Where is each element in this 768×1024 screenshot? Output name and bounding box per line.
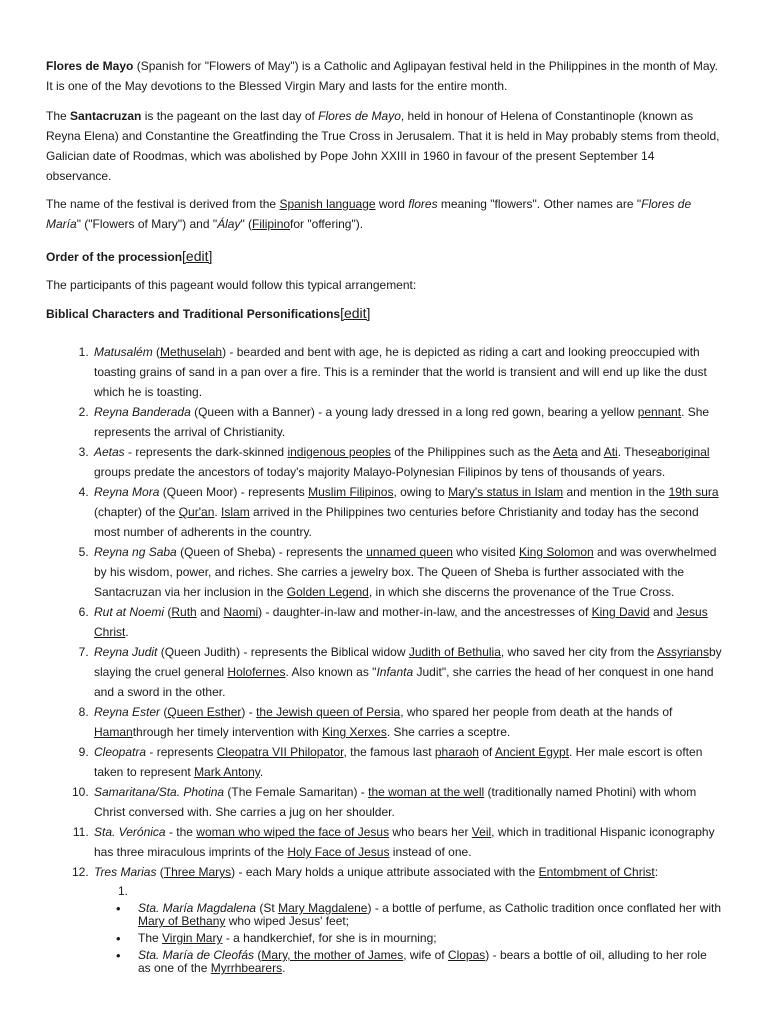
wiki-link[interactable]: Clopas [447,948,486,962]
procession-item [92,482,722,542]
paragraph-text: , held in honour of Helena of Constantinople (known as Reyna Elena) and Constantine the Greatfinding the True Cross in Jerusalem. That it is held in May probably stems from theold, Galician date of Roodmas, which was abolished by Pope John XXIII in 1960 in favour of the present September 14 observance. [46,109,720,183]
item-text: Judit", she carries the head of her conquest in one hand and a sword in the other. [94,665,714,699]
italic-term: flores [408,197,438,211]
item-text: ( [156,865,164,879]
italic-term: Sta. María de Cleofás [138,948,255,962]
item-text: (Queen Moor) - represents [159,485,309,499]
italic-term: Flores de María [46,197,692,231]
heading-text: Order of the procession [46,250,183,264]
wiki-link[interactable]: pharaoh [434,745,479,759]
wiki-link[interactable]: aboriginal [657,445,710,459]
wiki-link[interactable]: indigenous peoples [287,445,391,459]
paragraph-text: The [46,109,71,123]
mary-item [116,932,722,945]
wiki-link[interactable]: Ati [603,445,618,459]
link-spanish-language[interactable]: Spanish language [279,197,376,211]
wiki-link[interactable]: Mary Magdalene [278,901,368,915]
item-text: . [259,765,264,779]
wiki-link[interactable]: pennant [637,405,682,419]
procession-item [92,822,722,862]
wiki-link[interactable]: unnamed queen [366,545,453,559]
item-text: of [478,745,495,759]
item-text: ( [254,948,262,962]
item-text: - the [165,825,197,839]
procession-intro: The participants of this pageant would follow this typical arrangement: [46,278,417,292]
paragraph-text: word [375,197,409,211]
item-text: instead of one. [389,845,472,859]
item-text: , which in traditional Hispanic iconography has three miraculous imprints of the [94,825,715,859]
term-flores-de-mayo: Flores de Mayo [46,59,134,73]
item-text: , who saved her city from the [500,645,657,659]
italic-term: Cleopatra [94,745,147,759]
wiki-link[interactable]: Ruth [171,605,197,619]
wiki-link[interactable]: woman who wiped the face of Jesus [196,825,390,839]
item-text: ) - bearded and bent with age, he is depicted as riding a cart and looking preoccupied with toasting grains of sand in a pan over a fire. This is a reminder that the world is transient and will end up like the dust which he is toasting. [94,345,707,399]
item-text: (St [256,901,279,915]
wiki-link[interactable]: Aeta [552,445,578,459]
intro-paragraph [46,56,722,96]
name-paragraph [46,194,722,234]
paragraph-text: meaning "flowers". Other names are " [437,197,642,211]
item-text: ( [160,705,168,719]
wiki-link[interactable]: Methuselah [160,345,223,359]
wiki-link[interactable]: Jesus Christ [94,605,708,639]
santacruzan-paragraph [46,106,722,186]
item-text: : [654,865,659,879]
heading-text: Biblical Characters and Traditional Personifications [46,307,341,321]
item-text: and [649,605,677,619]
procession-item [92,782,722,822]
heading-order-of-procession [46,246,722,267]
item-text: ( [152,345,161,359]
paragraph-text: The name of the festival is derived from the [46,197,280,211]
item-text: of the Philippines such as the [390,445,553,459]
italic-term: Álay [217,217,241,231]
wiki-link[interactable]: Three Marys [163,865,232,879]
wiki-link[interactable]: 19th sura [668,485,719,499]
item-text: who bears her [389,825,472,839]
item-text: who wiped Jesus' feet; [225,914,350,928]
procession-item [92,442,722,482]
item-text: . [125,625,129,639]
item-text: ) - each Mary holds a unique attribute associated with the [231,865,539,879]
wiki-link[interactable]: Cleopatra VII Philopator [216,745,344,759]
item-text: (The Female Samaritan) - [224,785,369,799]
wiki-link[interactable]: Myrrhbearers [210,961,283,975]
wiki-link[interactable]: Holofernes [227,665,286,679]
paragraph-text: (Spanish for "Flowers of May") is a Catholic and Aglipayan festival held in the Philippines in the month of May. It is one of the May devotions to the Blessed Virgin Mary and lasts for the entire month. [46,59,718,93]
item-text: , who spared her people from death at the hands of [400,705,673,719]
edit-link[interactable]: [edit] [182,248,213,264]
wiki-link[interactable]: Queen Esther [167,705,242,719]
mary-item [116,949,722,975]
wiki-link[interactable]: Muslim Filipinos [308,485,394,499]
italic-term: Reyna ng Saba [94,545,177,559]
wiki-link[interactable]: Mark Antony [194,765,260,779]
wiki-link[interactable]: King David [591,605,650,619]
item-text: , wife of [403,948,448,962]
procession-list [46,342,722,975]
wiki-link[interactable]: Ancient Egypt [494,745,569,759]
wiki-link[interactable]: Veil [471,825,492,839]
edit-link[interactable]: [edit] [340,305,371,321]
item-text: who visited [452,545,519,559]
italic-term: Sta. Verónica [94,825,166,839]
wiki-link[interactable]: Mary of Bethany [138,914,226,928]
wiki-link[interactable]: Virgin Mary [162,931,223,945]
three-marys-sublist [94,884,722,975]
item-text: . Also known as " [285,665,377,679]
wiki-link[interactable]: Qur'an [178,505,215,519]
item-text: . She represents the arrival of Christianity. [94,405,710,439]
italic-term: Infanta [376,665,414,679]
item-text: ) - a bottle of perfume, as Catholic tradition once conflated her with [367,901,722,915]
item-text: . She carries a sceptre. [386,725,511,739]
wiki-link[interactable]: the Jewish queen of Persia [256,705,401,719]
italic-term: Reyna Ester [94,705,161,719]
wiki-link[interactable]: King Solomon [518,545,594,559]
heading-biblical-characters [46,303,722,324]
item-text: The [138,931,163,945]
mary-item [116,902,722,928]
paragraph-text: is the pageant on the last day of [141,109,319,123]
italic-term: Reyna Banderada [94,405,191,419]
item-text: (Queen of Sheba) - represents the [176,545,367,559]
item-text: and [196,605,224,619]
procession-item [92,342,722,402]
link-filipino[interactable]: Filipino [252,217,291,231]
item-text: . These [617,445,658,459]
italic-term: Rut at Noemi [94,605,165,619]
item-text: . [282,961,286,975]
procession-item [92,742,722,782]
paragraph-text: " ("Flowers of Mary") and " [76,217,218,231]
item-text: ( [164,605,172,619]
wiki-link[interactable]: Golden Legend [286,585,369,599]
italic-term: Flores de Mayo [318,109,401,123]
item-text: ) - daughter-in-law and mother-in-law, and the ancestresses of [258,605,592,619]
wiki-link[interactable]: Judith of Bethulia [408,645,501,659]
item-text: . Her male escort is often taken to represent [94,745,703,779]
item-text: (Queen Judith) - represents the Biblical widow [157,645,409,659]
item-text: (traditionally named Photini) with whom Christ conversed with. She carries a jug on her shoulder. [94,785,697,819]
procession-item [92,542,722,602]
term-santacruzan: Santacruzan [70,109,142,123]
procession-item [92,702,722,742]
paragraph-text: for "offering"). [290,217,364,231]
procession-item [92,602,722,642]
wiki-link[interactable]: Islam [221,505,250,519]
item-text: and [577,445,604,459]
item-text: , in which she discerns the provenance of the True Cross. [368,585,675,599]
procession-item [92,402,722,442]
wiki-link[interactable]: the woman at the well [368,785,485,799]
italic-term: Reyna Mora [94,485,160,499]
item-text: . [214,505,222,519]
item-text: (Queen with a Banner) - a young lady dressed in a long red gown, bearing a yellow [190,405,638,419]
paragraph-text: " ( [240,217,253,231]
wiki-link[interactable]: Naomi [223,605,259,619]
wiki-link[interactable]: Mary's status in Islam [448,485,564,499]
item-text: by slaying the cruel general [94,645,722,679]
wiki-link[interactable]: Assyrians [656,645,709,659]
procession-item [92,642,722,702]
italic-term: Sta. María Magdalena [138,901,257,915]
italic-term: Reyna Judit [94,645,158,659]
wiki-link[interactable]: Haman [94,725,133,739]
procession-item [92,862,722,975]
wiki-link[interactable]: Holy Face of Jesus [287,845,390,859]
sub-number: 1. [118,884,129,898]
item-text: - represents the dark-skinned [124,445,288,459]
item-text: (chapter) of the [94,505,179,519]
item-text: , the famous last [343,745,435,759]
item-text: ) - bears a bottle of oil, alluding to her role as one of the [138,948,707,975]
item-text: - represents [146,745,217,759]
italic-term: Samaritana/Sta. Photina [94,785,225,799]
item-text: arrived in the Philippines two centuries before Christianity and today has the second most number of adherents in the country. [94,505,699,539]
italic-term: Tres Marias [94,865,157,879]
italic-term: Matusalém [94,345,153,359]
item-text: groups predate the ancestors of today's majority Malayo-Polynesian Filipinos by tens of thousands of years. [94,465,666,479]
wiki-link[interactable]: Entombment of Christ [538,865,655,879]
wiki-link[interactable]: Mary, the mother of James [261,948,404,962]
marys-list [116,902,722,975]
item-text: through her timely intervention with [132,725,323,739]
item-text: - a handkerchief, for she is in mourning; [222,931,437,945]
wiki-link[interactable]: King Xerxes [322,725,387,739]
item-text: ) - [241,705,257,719]
item-text: and mention in the [563,485,669,499]
item-text: and was overwhelmed by his wisdom, power, and riches. She carries a jewelry box. The Queen of Sheba is further associated with the Santacruzan via her inclusion in the [94,545,717,599]
item-text: , owing to [393,485,449,499]
italic-term: Aetas [94,445,125,459]
